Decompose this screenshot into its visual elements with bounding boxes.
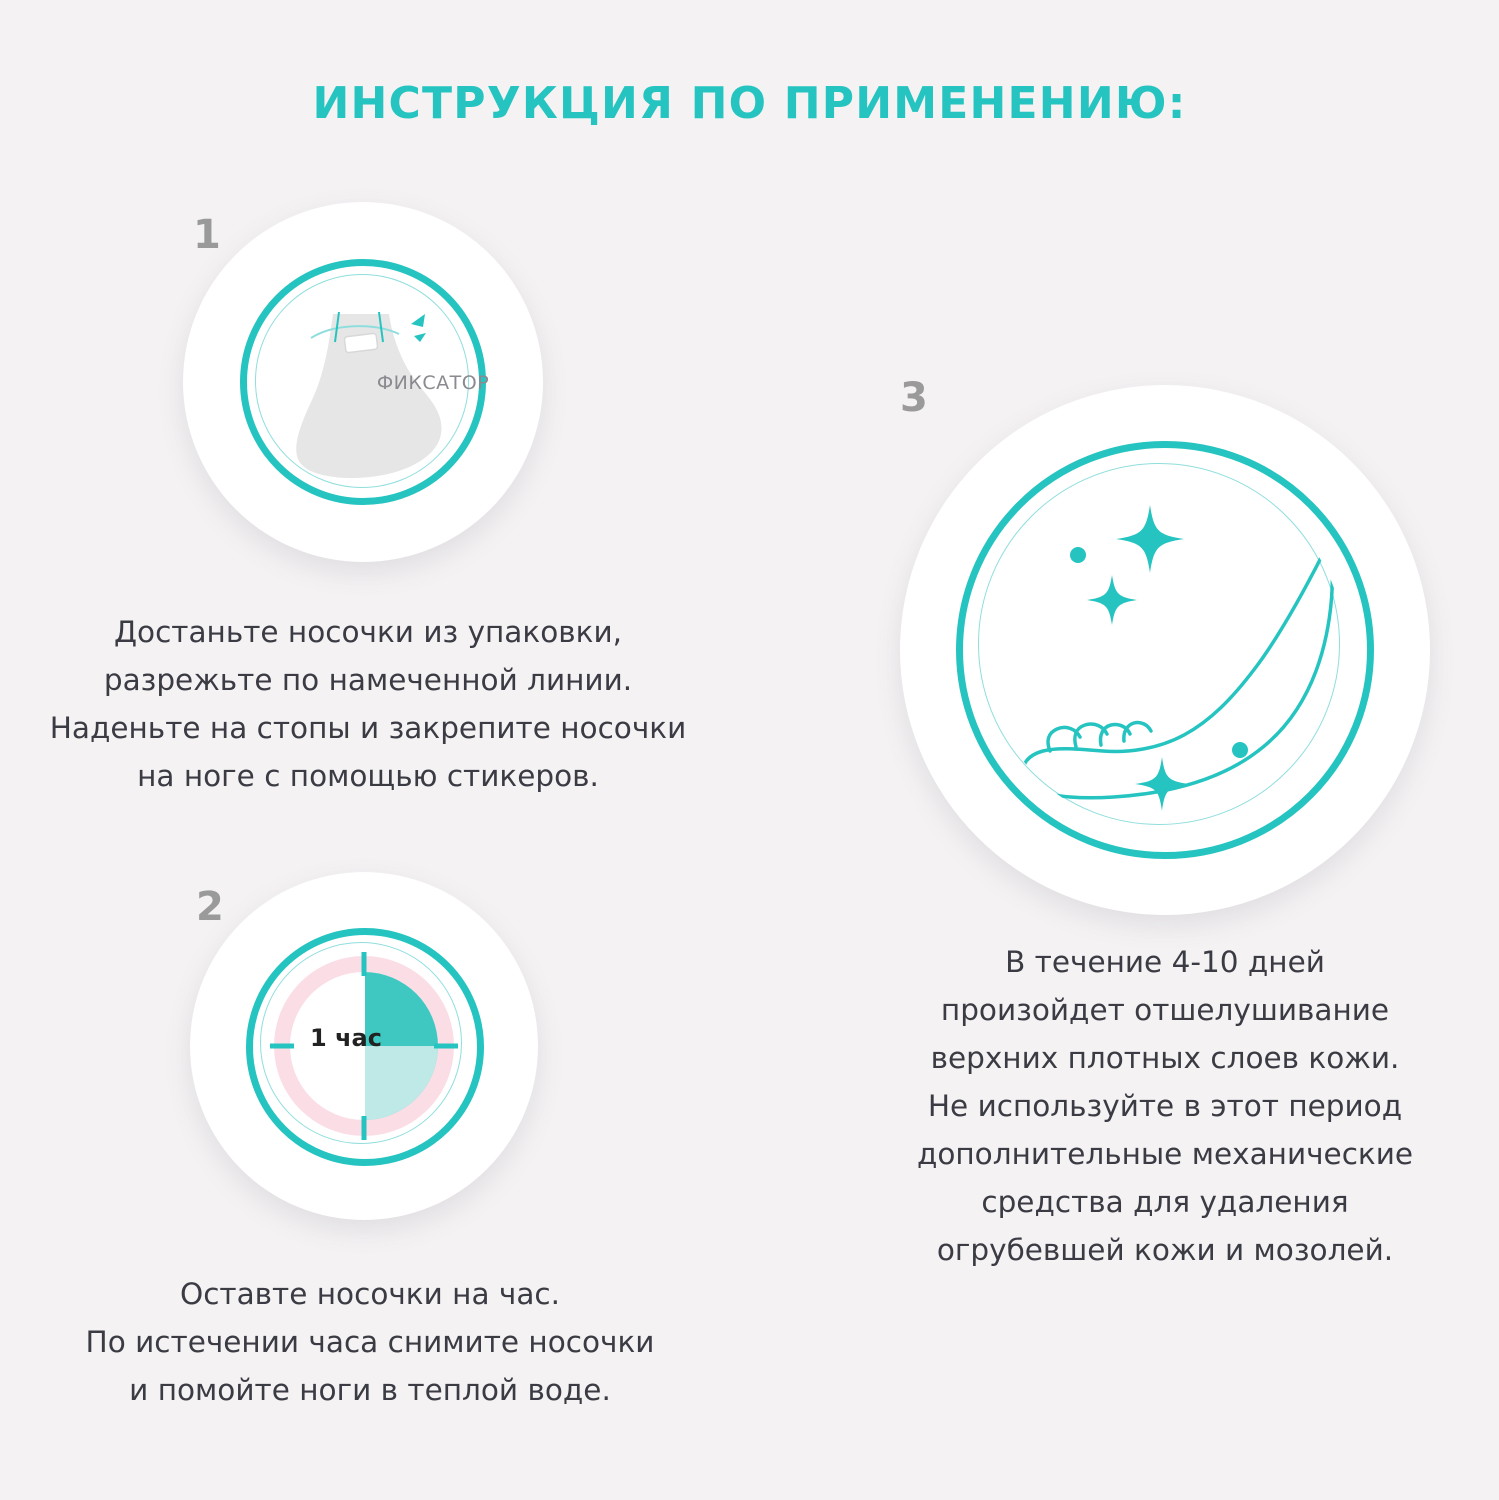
step-1-illustration bbox=[183, 202, 543, 562]
step-3-caption-line: произойдет отшелушивание bbox=[940, 993, 1390, 1027]
step-1-caption bbox=[18, 608, 718, 800]
step-2-number: 2 bbox=[196, 884, 224, 930]
step-3-caption bbox=[855, 938, 1475, 1274]
step-1-number: 1 bbox=[193, 212, 221, 258]
page-title: ИНСТРУКЦИЯ ПО ПРИМЕНЕНИЮ: bbox=[312, 78, 1187, 129]
step-1-caption-line: на ноге с помощью стикеров. bbox=[137, 759, 599, 793]
clean-foot-sparkles-icon bbox=[900, 385, 1430, 915]
step-1-caption-line: разрежьте по намеченной линии. bbox=[103, 663, 633, 697]
step-2-caption-line: Оставте носочки на час. bbox=[179, 1277, 561, 1311]
step-3-caption-line: В течение 4-10 дней bbox=[1005, 945, 1325, 979]
step-3-caption-line: Не используйте в этот период bbox=[927, 1089, 1403, 1123]
step-3-caption-line: дополнительные механические bbox=[916, 1137, 1414, 1171]
step-2-illustration bbox=[190, 872, 538, 1220]
step-1-inner-label: ФИКСАТОР bbox=[376, 372, 490, 394]
step-3-illustration bbox=[900, 385, 1430, 915]
step-3-caption-line: верхних плотных слоев кожи. bbox=[930, 1041, 1400, 1075]
step-1-caption-line: Достаньте носочки из упаковки, bbox=[113, 615, 623, 649]
step-3-caption-line: огрубевшей кожи и мозолей. bbox=[936, 1233, 1394, 1267]
step-3-number: 3 bbox=[900, 375, 928, 421]
step-1-caption-line: Наденьте на стопы и закрепите носочки bbox=[49, 711, 687, 745]
step-2-caption bbox=[20, 1270, 720, 1414]
step-3-caption-line: средства для удаления bbox=[981, 1185, 1349, 1219]
step-2-inner-label: 1 час bbox=[310, 1024, 382, 1052]
step-2-caption-line: и помойте ноги в теплой воде. bbox=[129, 1373, 611, 1407]
step-2-caption-line: По истечении часа снимите носочки bbox=[85, 1325, 655, 1359]
